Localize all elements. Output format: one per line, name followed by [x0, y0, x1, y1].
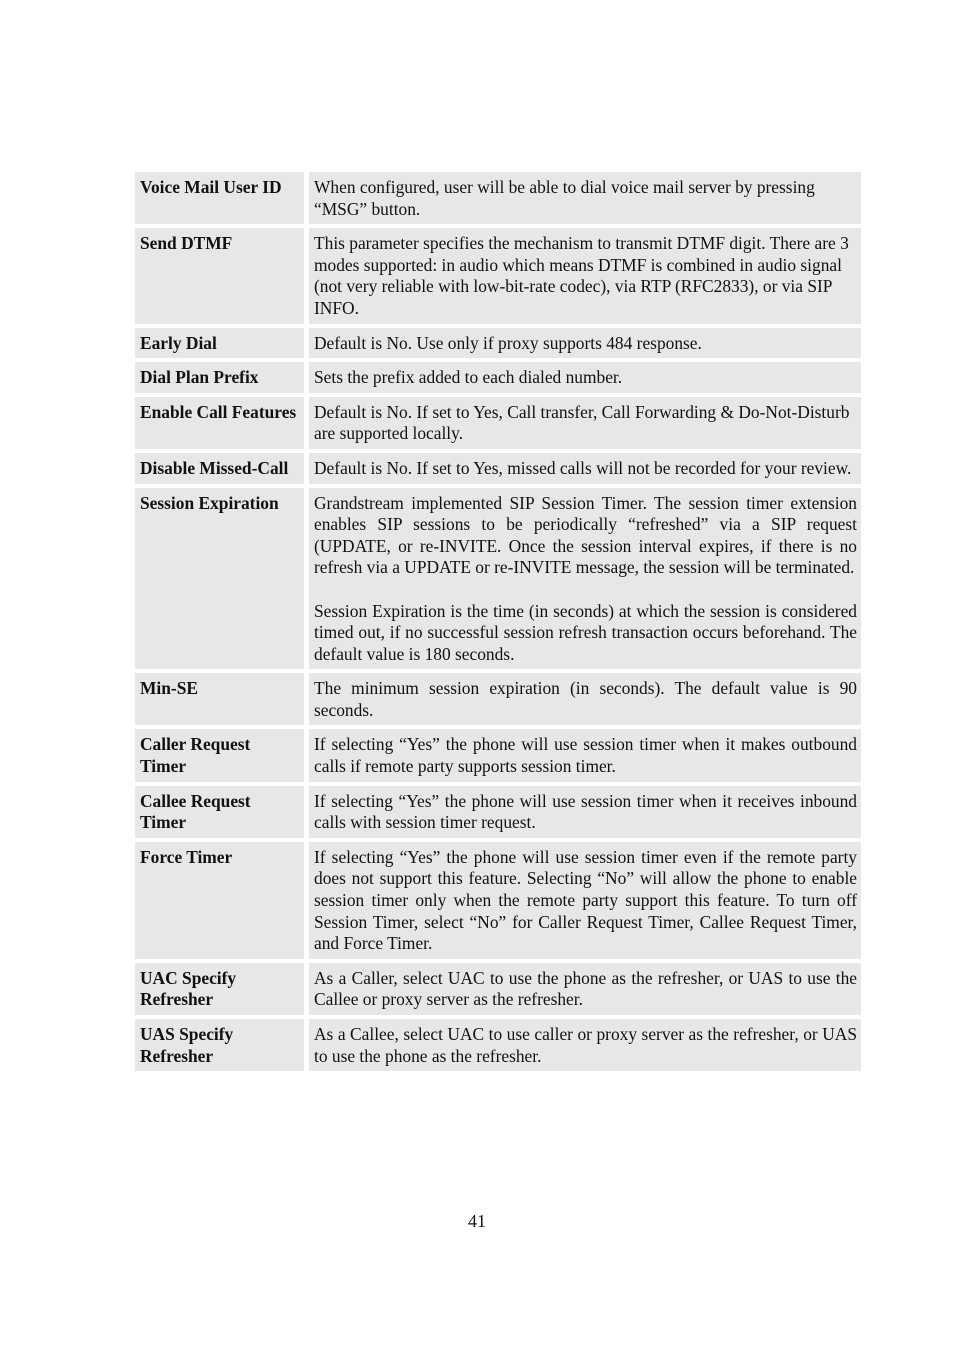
table-row — [135, 328, 861, 359]
description-paragraph: This parameter specifies the mechanism to transmit DTMF digit. There are 3 modes supported: in audio which means DTMF is combined in audio signal (not very reliable with low-bit-rate codec), via RTP (RFC2833), or via SIP INFO. — [314, 233, 849, 318]
parameter-description — [309, 362, 861, 393]
parameter-description — [309, 842, 861, 959]
parameter-table — [135, 168, 861, 1075]
parameter-description — [309, 673, 861, 725]
parameter-name: Voice Mail User ID — [135, 172, 309, 224]
table-row — [135, 963, 861, 1015]
parameter-name: Min-SE — [135, 673, 309, 725]
description-paragraph: Default is No. If set to Yes, Call transfer, Call Forwarding & Do-Not-Disturb are supported locally. — [314, 401, 850, 444]
parameter-name: Dial Plan Prefix — [135, 362, 309, 393]
table-row — [135, 172, 861, 224]
parameter-name: Force Timer — [135, 842, 309, 959]
table-row — [135, 362, 861, 393]
parameter-description — [309, 488, 861, 670]
table-row — [135, 488, 861, 670]
parameter-name: Session Expiration — [135, 488, 309, 670]
description-paragraph: As a Callee, select UAC to use caller or proxy server as the refresher, or UAS to use the phone as the refresher. — [314, 1024, 857, 1066]
description-paragraph: Session Expiration is the time (in seconds) at which the session is considered timed out, if no successful session refresh transaction occurs beforehand. The default value is 180 seconds. — [314, 600, 857, 664]
parameter-description — [309, 228, 861, 323]
table-row — [135, 729, 861, 781]
table-row — [135, 786, 861, 838]
parameter-name: UAS Specify Refresher — [135, 1019, 309, 1071]
description-paragraph: The minimum session expiration (in seconds). The default value is 90 seconds. — [314, 678, 857, 720]
table-row — [135, 453, 861, 484]
table-row — [135, 842, 861, 959]
parameter-description — [309, 453, 861, 484]
parameter-name: Callee Request Timer — [135, 786, 309, 838]
description-paragraph: When configured, user will be able to dial voice mail server by pressing “MSG” button. — [314, 177, 815, 219]
parameter-description — [309, 963, 861, 1015]
table-row — [135, 673, 861, 725]
parameter-name: Enable Call Features — [135, 397, 309, 449]
parameter-name: Caller Request Timer — [135, 729, 309, 781]
description-paragraph: If selecting “Yes” the phone will use session timer when it receives inbound calls with session timer request. — [314, 790, 857, 833]
parameter-description — [309, 328, 861, 359]
description-paragraph: As a Caller, select UAC to use the phone as the refresher, or UAS to use the Callee or proxy server as the refresher. — [314, 967, 857, 1010]
page-number: 41 — [468, 1211, 486, 1231]
parameter-description — [309, 1019, 861, 1071]
description-paragraph: Default is No. If set to Yes, missed calls will not be recorded for your review. — [314, 457, 852, 478]
description-paragraph: Sets the prefix added to each dialed number. — [314, 367, 623, 388]
description-paragraph: If selecting “Yes” the phone will use session timer even if the remote party does not support this feature. Selecting “No” will allow the phone to enable session timer only when the remote party support this feature. To turn off Session Timer, select “No” for Caller Request Timer, Callee Request Timer, and Force Timer. — [314, 846, 857, 954]
table-row — [135, 397, 861, 449]
description-paragraph: Default is No. Use only if proxy supports 484 response. — [314, 332, 702, 353]
parameter-name: Disable Missed-Call — [135, 453, 309, 484]
table-row — [135, 228, 861, 323]
parameter-name: Send DTMF — [135, 228, 309, 323]
parameter-description — [309, 172, 861, 224]
parameter-description — [309, 729, 861, 781]
parameter-name: UAC Specify Refresher — [135, 963, 309, 1015]
description-paragraph: Grandstream implemented SIP Session Timer. The session timer extension enables SIP sessions to be periodically “refreshed” via a SIP request (UPDATE, or re-INVITE. Once the session interval expires, if there is no refresh via a UPDATE or re-INVITE message, the session will be terminated. — [314, 492, 857, 578]
parameter-description — [309, 786, 861, 838]
parameter-name: Early Dial — [135, 328, 309, 359]
parameter-description — [309, 397, 861, 449]
table-row — [135, 1019, 861, 1071]
description-paragraph: If selecting “Yes” the phone will use session timer when it makes outbound calls if remote party supports session timer. — [314, 734, 857, 777]
